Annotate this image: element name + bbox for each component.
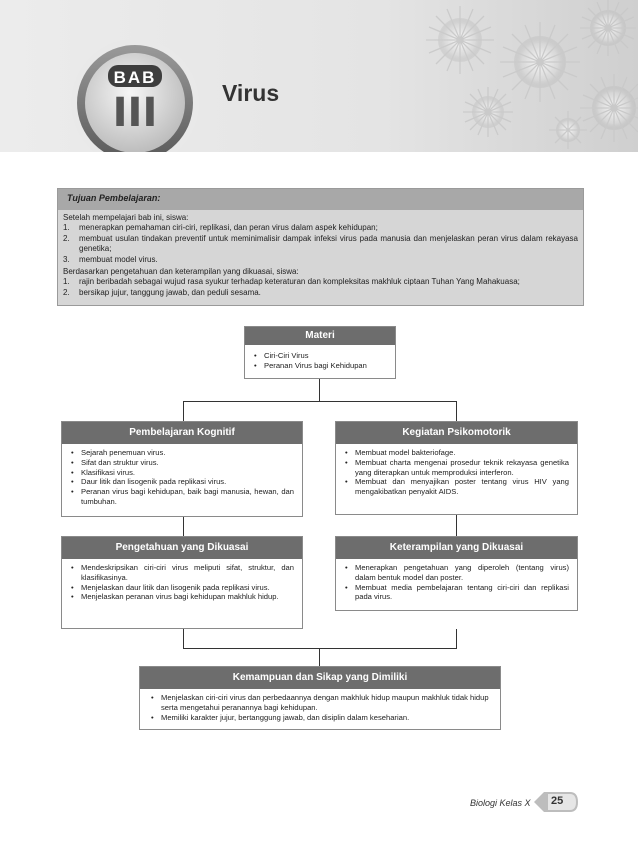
- materi-list: [245, 345, 395, 375]
- connector-line: [456, 629, 457, 649]
- pengetahuan-box: [61, 536, 303, 629]
- list-item: • Daur litik dan lisogenik pada replikasi virus.: [70, 477, 294, 487]
- objective-item: [63, 234, 578, 255]
- kognitif-title: Pembelajaran Kognitif: [62, 422, 302, 444]
- keterampilan-box: [335, 536, 578, 611]
- objective-item: [63, 223, 578, 233]
- kognitif-list: [62, 444, 302, 511]
- kemampuan-list: [140, 689, 500, 726]
- psikomotorik-list: [336, 444, 577, 501]
- objective-number: 1.: [63, 223, 70, 233]
- attitude-text: bersikap jujur, tanggung jawab, dan peduli sesama.: [79, 287, 261, 297]
- attitude-number: 2.: [63, 287, 70, 297]
- kemampuan-title: Kemampuan dan Sikap yang Dimiliki: [140, 667, 500, 689]
- connector-line: [319, 648, 320, 666]
- list-item: • Mendeskripsikan ciri-ciri virus meliputi sifat, struktur, dan klasifikasinya.: [70, 563, 294, 583]
- list-item: • Menjelaskan peranan virus bagi kehidupan makhluk hidup.: [70, 592, 294, 602]
- objectives-body: [63, 213, 578, 298]
- virus-illustration-icon: [418, 0, 638, 152]
- attitude-number: 1.: [63, 277, 70, 287]
- objective-number: 3.: [63, 254, 70, 264]
- psikomotorik-box: [335, 421, 578, 515]
- list-item: • Peranan Virus bagi Kehidupan: [253, 361, 387, 371]
- objective-number: 2.: [63, 233, 70, 243]
- connector-line: [183, 629, 184, 649]
- keterampilan-list: [336, 559, 577, 606]
- chapter-badge: [70, 38, 200, 152]
- materi-box: [244, 326, 396, 379]
- list-item: • Menerapkan pengetahuan yang diperoleh (tentang virus) dalam bentuk model dan poster.: [344, 563, 569, 583]
- list-item: • Sifat dan struktur virus.: [70, 458, 294, 468]
- objectives-intro: Setelah mempelajari bab ini, siswa:: [63, 213, 189, 222]
- list-item: • Ciri-Ciri Virus: [253, 351, 387, 361]
- connector-line: [183, 517, 184, 536]
- objectives-heading: Tujuan Pembelajaran:: [67, 193, 161, 203]
- kemampuan-box: [139, 666, 501, 730]
- objective-item: [63, 255, 578, 265]
- list-item: • Menjelaskan ciri-ciri virus dan perbedaannya dengan makhluk hidup maupun makhluk tidak hidup serta mengetahui peranannya bagi kehidupan.: [150, 693, 492, 713]
- list-item: • Sejarah penemuan virus.: [70, 448, 294, 458]
- psikomotorik-title: Kegiatan Psikomotorik: [336, 422, 577, 444]
- list-item: • Membuat dan menyajikan poster tentang virus HIV yang mengakibatkan penyakit AIDS.: [344, 477, 569, 497]
- keterampilan-title: Keterampilan yang Dikuasai: [336, 537, 577, 559]
- connector-line: [183, 401, 184, 421]
- list-item: • Klasifikasi virus.: [70, 468, 294, 478]
- chapter-label: BAB: [113, 68, 157, 87]
- objectives-intro-attitude: Berdasarkan pengetahuan dan keterampilan yang dikuasai, siswa:: [63, 267, 299, 277]
- list-item: • Membuat model bakteriofage.: [344, 448, 569, 458]
- kognitif-box: [61, 421, 303, 517]
- objective-text: membuat usulan tindakan preventif untuk meminimalisir dampak infeksi virus pada manusia dan menjelaskan peran virus dalam rekayasa genetika;: [79, 233, 578, 254]
- book-title: Biologi Kelas X: [470, 798, 531, 808]
- objective-text: menerapkan pemahaman ciri-ciri, replikasi, dan peran virus dalam aspek kehidupan;: [79, 223, 378, 233]
- page-number: 25: [551, 795, 564, 807]
- chapter-title: Virus: [222, 80, 280, 106]
- chapter-header: [0, 0, 638, 152]
- attitude-text: rajin beribadah sebagai wujud rasa syukur terhadap keteraturan dan kompleksitas makhluk ciptaan Tuhan Yang Mahakuasa;: [79, 277, 520, 287]
- connector-line: [456, 401, 457, 421]
- list-item: • Memiliki karakter jujur, bertanggung jawab, dan disiplin dalam keseharian.: [150, 713, 492, 723]
- objective-text: membuat model virus.: [79, 254, 158, 264]
- list-item: • Menjelaskan daur litik dan lisogenik pada replikasi virus.: [70, 583, 294, 593]
- attitude-item: [63, 288, 578, 298]
- connector-line: [319, 379, 320, 402]
- objectives-header: [58, 189, 583, 210]
- learning-objectives-panel: [57, 188, 584, 306]
- connector-line: [183, 401, 457, 402]
- connector-line: [456, 515, 457, 536]
- chapter-number: III: [112, 90, 158, 136]
- materi-title: Materi: [245, 327, 395, 345]
- list-item: • Membuat media pembelajaran tentang ciri-ciri dan replikasi pada virus.: [344, 583, 569, 603]
- list-item: • Membuat charta mengenai prosedur teknik rekayasa genetika yang diterapkan untuk memproduksi interferon.: [344, 458, 569, 478]
- list-item: • Peranan virus bagi kehidupan, baik bagi manusia, hewan, dan tumbuhan.: [70, 487, 294, 507]
- pengetahuan-list: [62, 559, 302, 606]
- connector-line: [183, 648, 457, 649]
- attitude-item: [63, 277, 578, 287]
- pengetahuan-title: Pengetahuan yang Dikuasai: [62, 537, 302, 559]
